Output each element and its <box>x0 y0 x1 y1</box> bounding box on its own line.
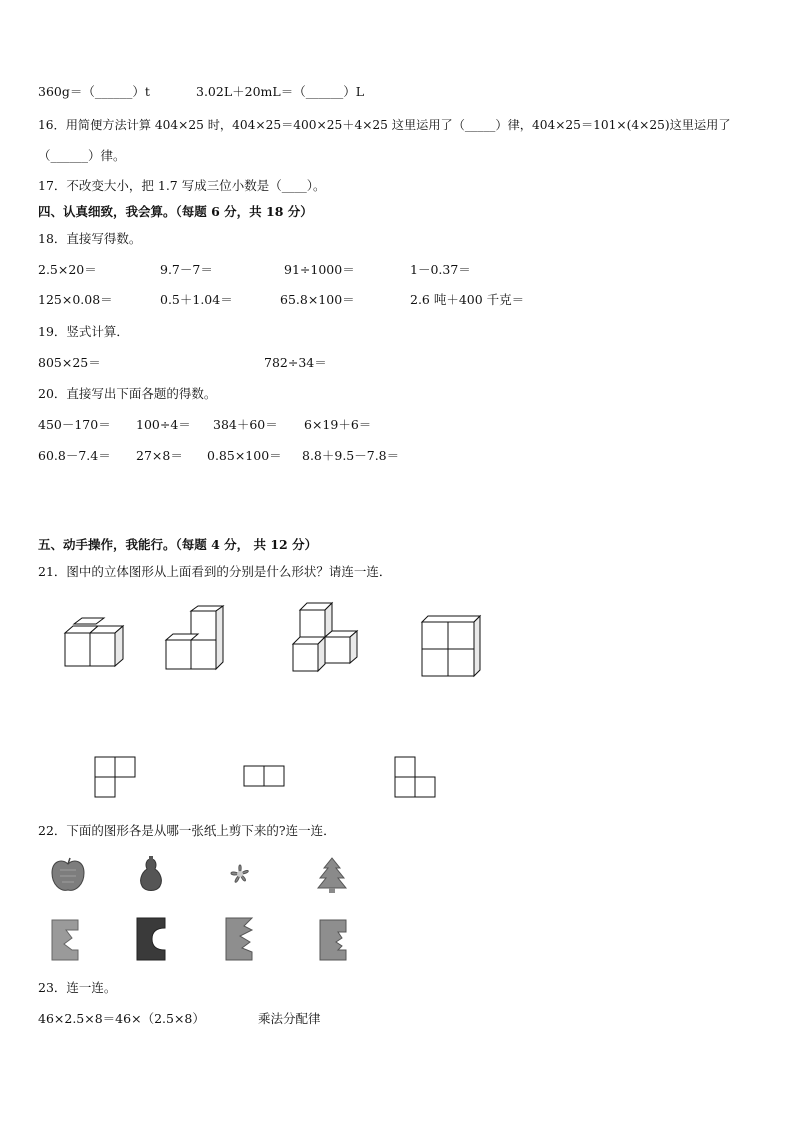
tree-shape-icon <box>314 856 350 896</box>
q21-title: 21．图中的立体图形从上面看到的分别是什么形状？请连一连． <box>38 564 392 579</box>
q18-item: 0.5＋1.04＝ <box>160 292 233 307</box>
q17-text: 17．不改变大小，把 1.7 写成三位小数是（____）。 <box>38 178 326 193</box>
paper-cutout-3 <box>222 916 256 962</box>
gourd-shape-icon <box>133 855 169 897</box>
q16-line2: （______）律。 <box>38 148 126 163</box>
q20-item: 0.85×100＝ <box>207 448 282 463</box>
q16-line1: 16．用简便方法计算 404×25 时，404×25＝400×25＋4×25 这里运用了（_____）律，404×25＝101×(4×25)这里运用了 <box>38 118 731 132</box>
q18-item: 2.5×20＝ <box>38 262 97 277</box>
q20-title: 20．直接写出下面各题的得数。 <box>38 386 217 401</box>
q20-item: 60.8－7.4＝ <box>38 448 111 463</box>
q23-right-law: 乘法分配律 <box>258 1011 321 1026</box>
top-view-1 <box>94 756 138 800</box>
section-4-heading: 四、认真细致，我会算。（每题 6 分，共 18 分） <box>38 204 313 219</box>
q19-title: 19．竖式计算． <box>38 324 129 339</box>
q15-part-a: 360g＝（______）t <box>38 84 150 99</box>
q20-item: 27×8＝ <box>136 448 183 463</box>
top-view-3 <box>394 756 438 800</box>
q20-item: 6×19＋6＝ <box>304 417 372 432</box>
q19-item: 782÷34＝ <box>264 355 327 370</box>
q22-title: 22．下面的图形各是从哪一张纸上剪下来的?连一连． <box>38 823 336 838</box>
paper-cutout-4 <box>316 918 350 962</box>
q20-item: 384＋60＝ <box>213 417 278 432</box>
q18-item: 125×0.08＝ <box>38 292 113 307</box>
q18-item: 65.8×100＝ <box>280 292 355 307</box>
q18-item: 2.6 吨＋400 千克＝ <box>410 292 525 307</box>
paper-cutout-2 <box>134 916 168 962</box>
q18-item: 91÷1000＝ <box>284 262 355 277</box>
solid-figure-1 <box>60 618 130 670</box>
solid-figure-2 <box>163 606 233 672</box>
q23-title: 23．连一连。 <box>38 980 117 995</box>
q19-item: 805×25＝ <box>38 355 101 370</box>
paper-cutout-1 <box>48 918 82 962</box>
q18-item: 1－0.37＝ <box>410 262 471 277</box>
flower-shape-icon <box>220 856 260 894</box>
q20-item: 450－170＝ <box>38 417 111 432</box>
q18-item: 9.7－7＝ <box>160 262 213 277</box>
q20-item: 100÷4＝ <box>136 417 191 432</box>
top-view-2 <box>243 765 287 789</box>
section-5-heading: 五、动手操作，我能行。（每题 4 分， 共 12 分） <box>38 537 318 552</box>
q23-left-expression: 46×2.5×8＝46×（2.5×8） <box>38 1011 205 1026</box>
solid-figure-3 <box>290 603 362 673</box>
q15-part-b: 3.02L＋20mL＝（______）L <box>196 84 364 99</box>
apple-shape-icon <box>48 856 88 896</box>
q18-title: 18．直接写得数。 <box>38 231 142 246</box>
q20-item: 8.8＋9.5－7.8＝ <box>302 448 400 463</box>
solid-figure-4 <box>418 616 484 680</box>
